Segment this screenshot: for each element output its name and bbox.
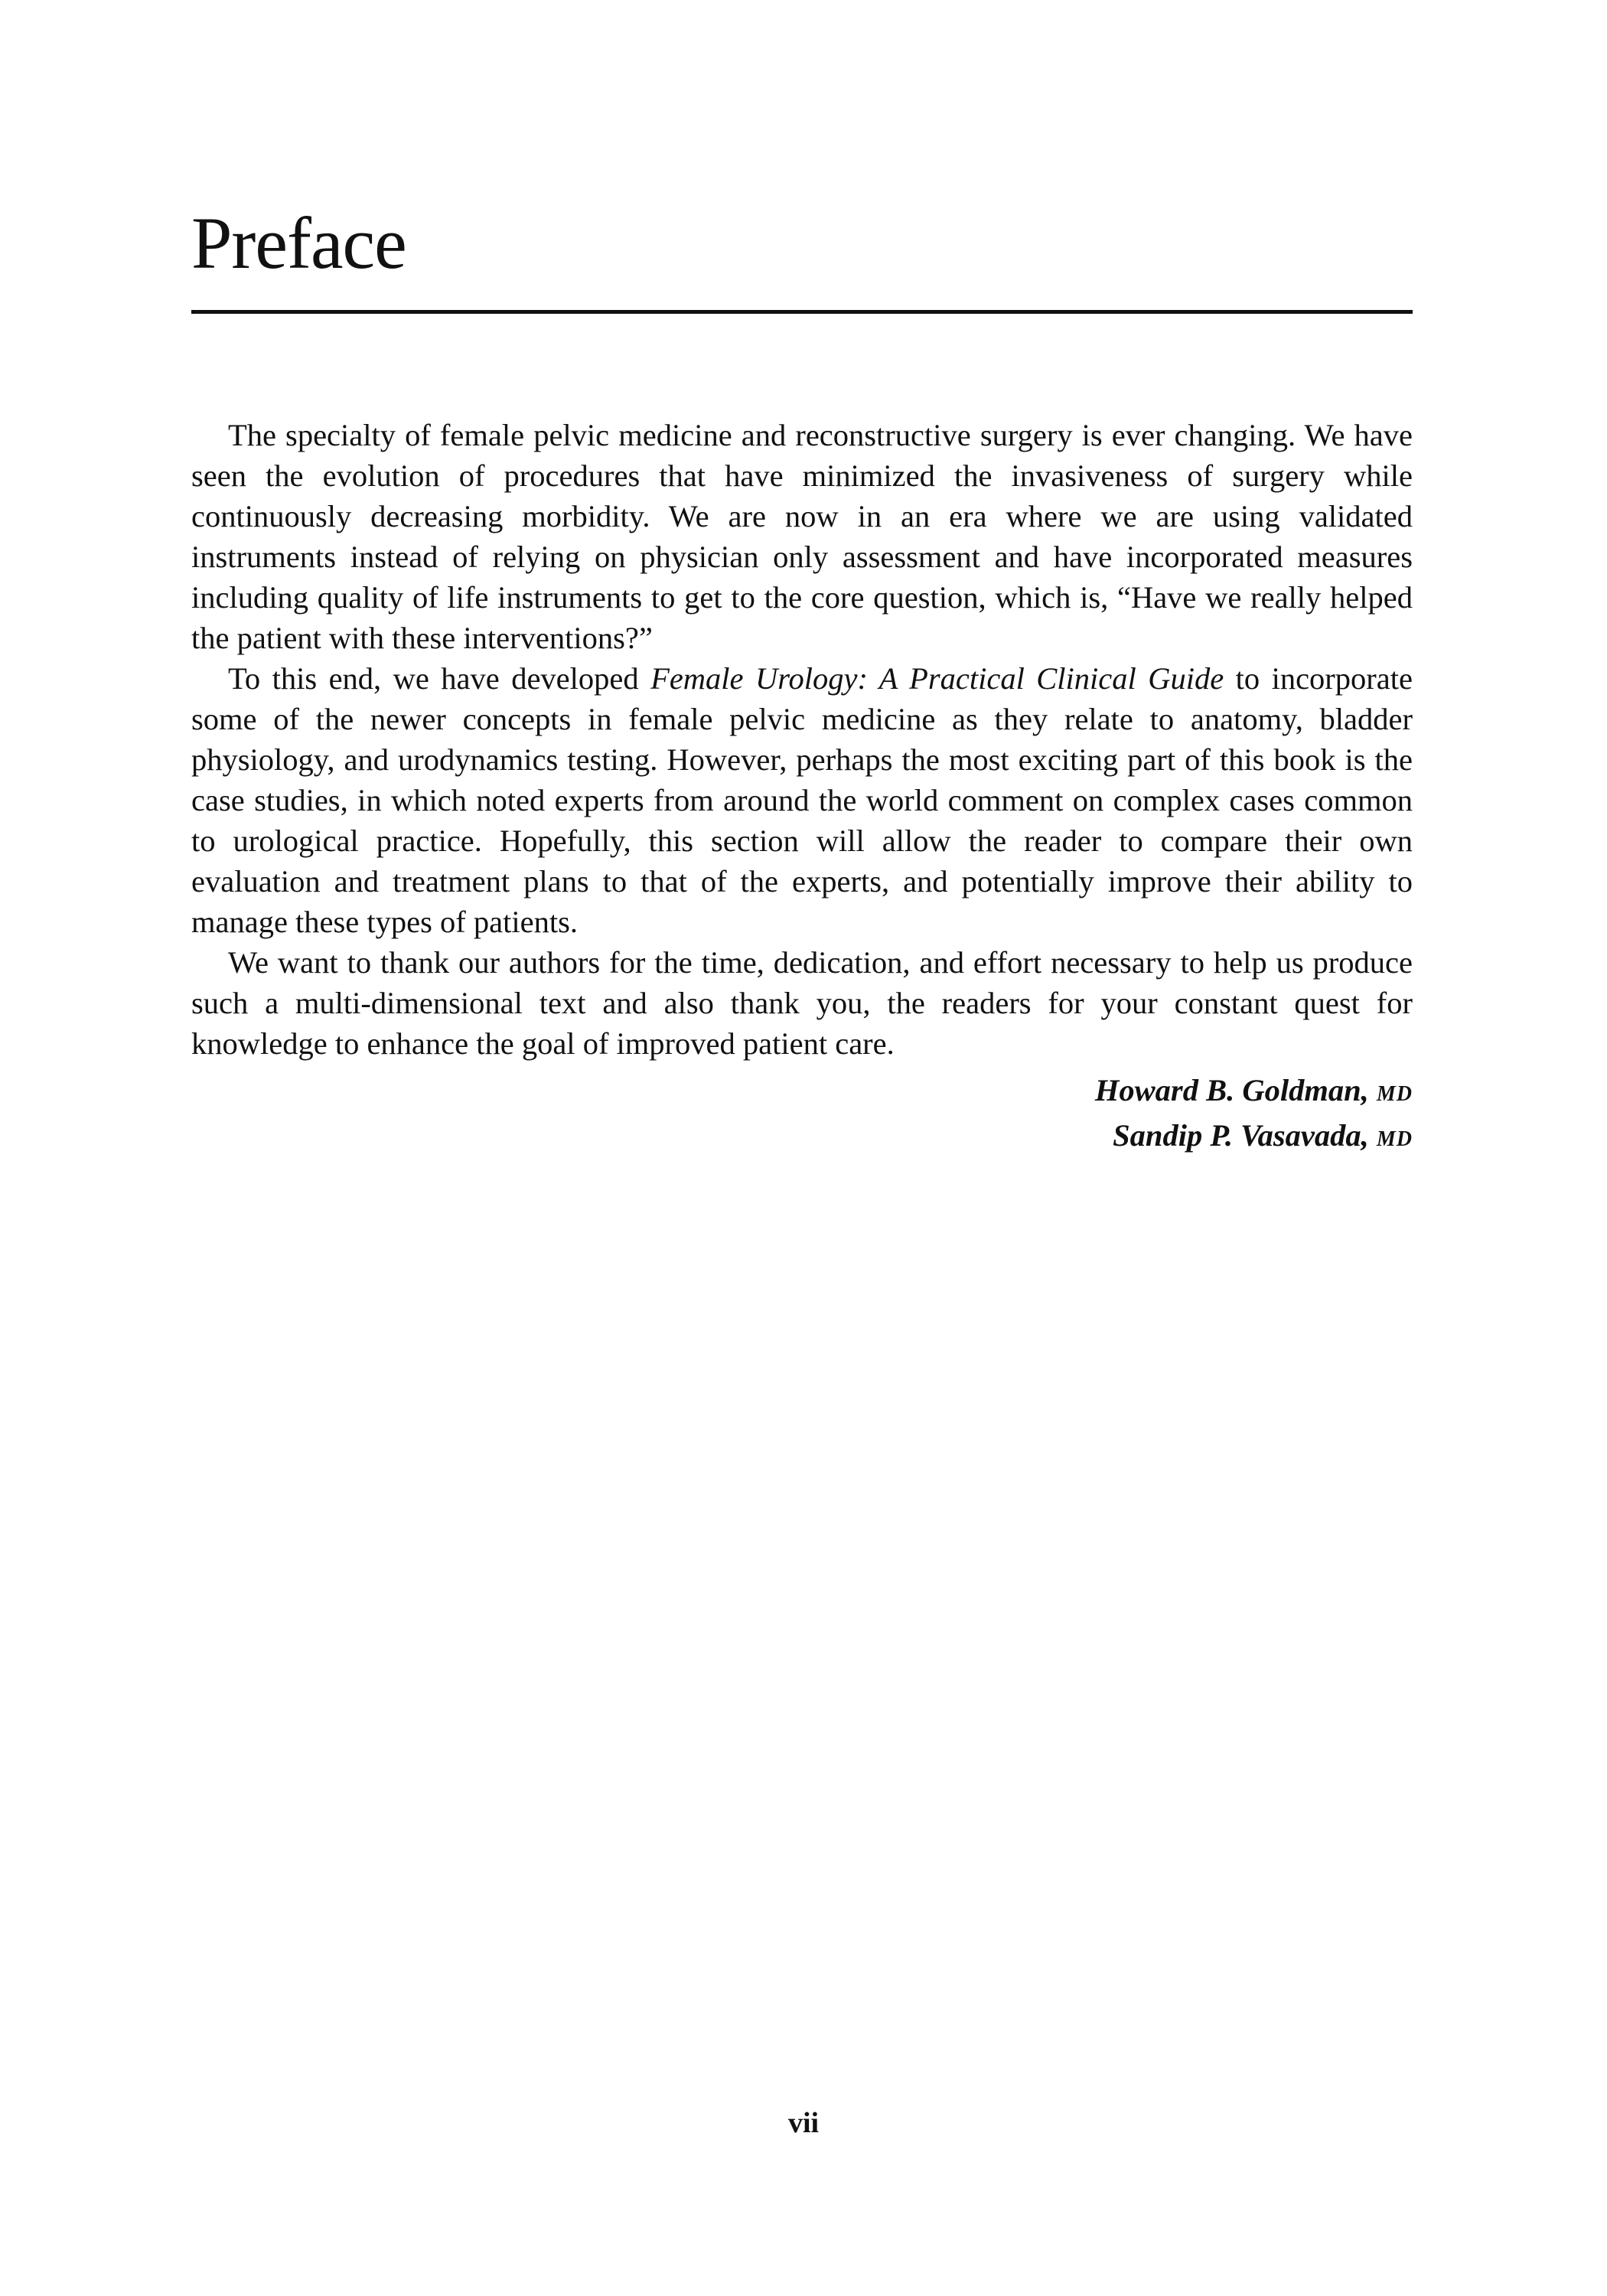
paragraph-3: We want to thank our authors for the time, dedication, and effort necessary to help us produce such a multi-dimensional text and also thank you, the readers for your constant quest for knowledge to enhance the goal of improved patient care. bbox=[191, 945, 1413, 1061]
signature-goldman bbox=[842, 1070, 1413, 1115]
signatures bbox=[842, 1070, 1413, 1160]
author-degree: MD bbox=[1376, 1127, 1413, 1151]
signature-vasavada bbox=[842, 1115, 1413, 1160]
page-title: Preface bbox=[191, 202, 406, 284]
paragraph-2 bbox=[191, 658, 1413, 942]
page-number: vii bbox=[787, 2107, 820, 2139]
author-degree: MD bbox=[1376, 1082, 1413, 1106]
paragraph-2-before: To this end, we have developed bbox=[228, 661, 651, 696]
paragraph-1: The specialty of female pelvic medicine and reconstructive surgery is ever changing. We have seen the evolution of procedures that have minimized the invasiveness of surgery while continuously decreasing morbidity. We are now in an era where we are using validated instruments instead of relying on physician only assessment and have incorporated measures including quality of life instruments to get to the core question, which is, “Have we really helped the patient with these interventions?” bbox=[191, 418, 1413, 655]
author-name: Howard B. Goldman, bbox=[1094, 1073, 1377, 1107]
book-title: Female Urology: A Practical Clinical Guide bbox=[650, 661, 1224, 696]
title-rule bbox=[191, 310, 1413, 314]
preface-body bbox=[191, 415, 1413, 1064]
paragraph-2-after: to incorporate some of the newer concepts in female pelvic medicine as they relate to anatomy, bladder physiology, and urodynamics testing. However, perhaps the most exciting part of this book is the case studies, in which noted experts from around the world comment on complex cases common to urological practice. Hopefully, this section will allow the reader to compare their own evaluation and treatment plans to that of the experts, and potentially improve their ability to manage these types of patients. bbox=[191, 661, 1413, 939]
author-name: Sandip P. Vasavada, bbox=[1113, 1118, 1377, 1153]
